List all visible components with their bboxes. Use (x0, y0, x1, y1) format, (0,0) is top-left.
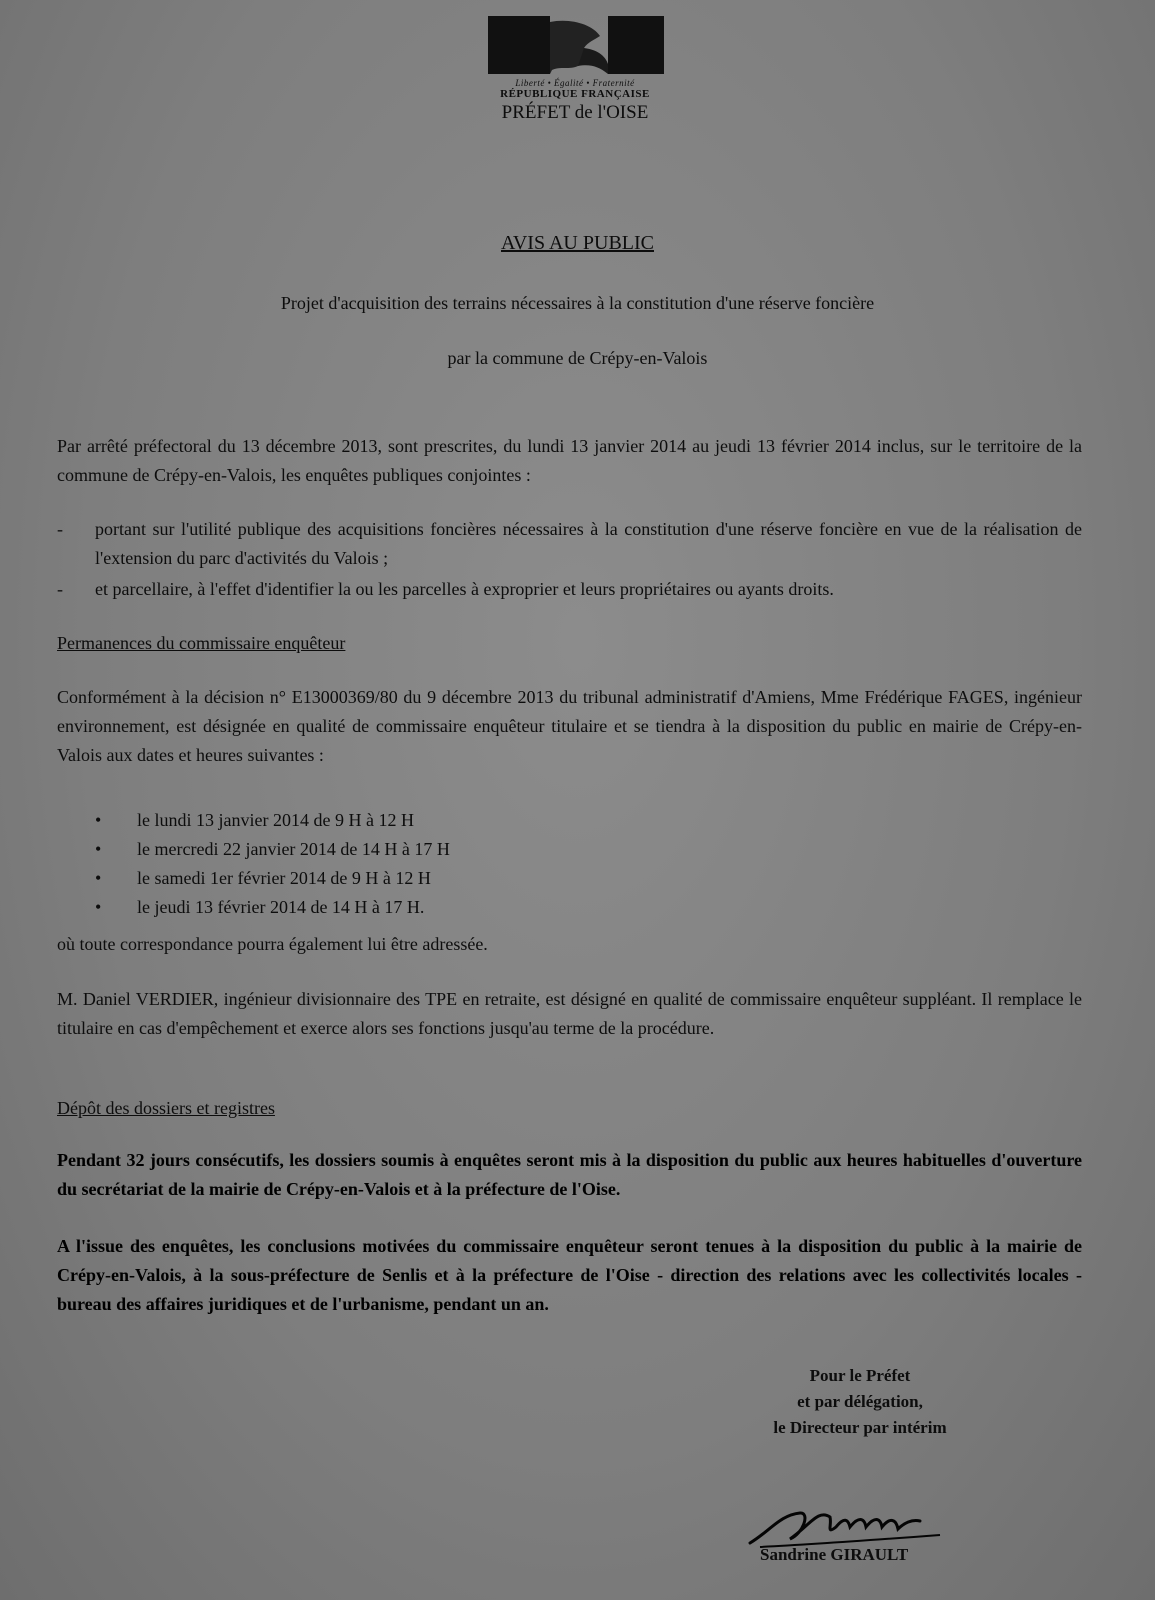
republic-motto: Liberté • Égalité • Fraternité (515, 78, 635, 88)
signature-line-3: le Directeur par intérim (773, 1418, 947, 1437)
dash-item-utility: - portant sur l'utilité publique des acquisitions foncières nécessaires à la constitution d'une réserve foncière en vue de la réalisation de l'extension du parc d'activités du Valois ; (57, 515, 1082, 573)
subtitle-line-2: par la commune de Crépy-en-Valois (447, 348, 708, 368)
section-heading-permanences: Permanences du commissaire enquêteur (57, 633, 346, 653)
dash-item-text: portant sur l'utilité publique des acquisitions foncières nécessaires à la constitution d'une réserve foncière en vue de la réalisation de l'extension du parc d'activités du Valois ; (95, 519, 1082, 568)
signature-line-2: et par délégation, (797, 1392, 923, 1411)
depot-paragraph: Pendant 32 jours consécutifs, les dossiers soumis à enquêtes seront mis à la disposition du public aux heures habituelles d'ouverture du secrétariat de la mairie de Crépy-en-Valois et à la préfecture de l'Oise. (57, 1150, 1082, 1199)
dash-item-text: et parcellaire, à l'effet d'identifier la ou les parcelles à exproprier et leurs propriétaires ou ayants droits. (95, 579, 834, 599)
list-item: • le lundi 13 janvier 2014 de 9 H à 12 H (95, 806, 450, 835)
permanences-paragraph: Conformément à la décision n° E13000369/80 du 9 décembre 2013 du tribunal administratif d'Amiens, Mme Frédérique FAGES, ingénieur environnement, est désignée en qualité de commissaire enquêteur titulaire et se tiendra à la disposition du public en mairie de Crépy-en-Valois aux dates et heures suivantes : (57, 687, 1082, 765)
dash-item-parcel: - et parcellaire, à l'effet d'identifier la ou les parcelles à exproprier et leurs propriétaires ou ayants droits. (57, 575, 1082, 604)
conclusion-paragraph: A l'issue des enquêtes, les conclusions motivées du commissaire enquêteur seront tenues à la disposition du public à la mairie de Crépy-en-Valois, à la sous-préfecture de Senlis et à la préfecture de l'Oise - direction des relations avec les collectivités locales - bureau des affaires juridiques et de l'urbanisme, pendant un an. (57, 1236, 1082, 1314)
substitute-paragraph: M. Daniel VERDIER, ingénieur divisionnaire des TPE en retraite, est désigné en qualité de commissaire enquêteur suppléant. Il remplace le titulaire en cas d'empêchement et exerce alors ses fonctions jusqu'au terme de la procédure. (57, 989, 1082, 1038)
prefet-title: PRÉFET de l'OISE (501, 102, 649, 123)
marianne-logo-icon (480, 14, 670, 76)
page-title: AVIS AU PUBLIC (501, 232, 654, 254)
bullet-icon: • (95, 810, 102, 830)
signature-line-1: Pour le Préfet (809, 1366, 911, 1385)
republic-name: RÉPUBLIQUE FRANÇAISE (500, 88, 650, 100)
list-item: • le samedi 1er février 2014 de 9 H à 12 H (95, 864, 450, 893)
signature-block (740, 1363, 980, 1441)
correspondence-line: où toute correspondance pourra également lui être adressée. (57, 934, 488, 954)
bullet-icon: • (95, 868, 102, 888)
section-heading-depot: Dépôt des dossiers et registres (57, 1098, 275, 1118)
subtitle-line-1: Projet d'acquisition des terrains nécessaires à la constitution d'une réserve foncière (280, 293, 875, 313)
signer-name: Sandrine GIRAULT (760, 1545, 909, 1564)
list-item: • le jeudi 13 février 2014 de 14 H à 17 H. (95, 893, 450, 922)
bullet-icon: • (95, 897, 102, 917)
intro-paragraph: Par arrêté préfectoral du 13 décembre 2013, sont prescrites, du lundi 13 janvier 2014 au jeudi 13 février 2014 inclus, sur le territoire de la commune de Crépy-en-Valois, les enquêtes publiques conjointes : (57, 436, 1082, 485)
republic-logo (460, 14, 690, 154)
bullet-icon: • (95, 839, 102, 859)
list-item: • le mercredi 22 janvier 2014 de 14 H à 17 H (95, 835, 450, 864)
schedule-list (95, 806, 450, 922)
